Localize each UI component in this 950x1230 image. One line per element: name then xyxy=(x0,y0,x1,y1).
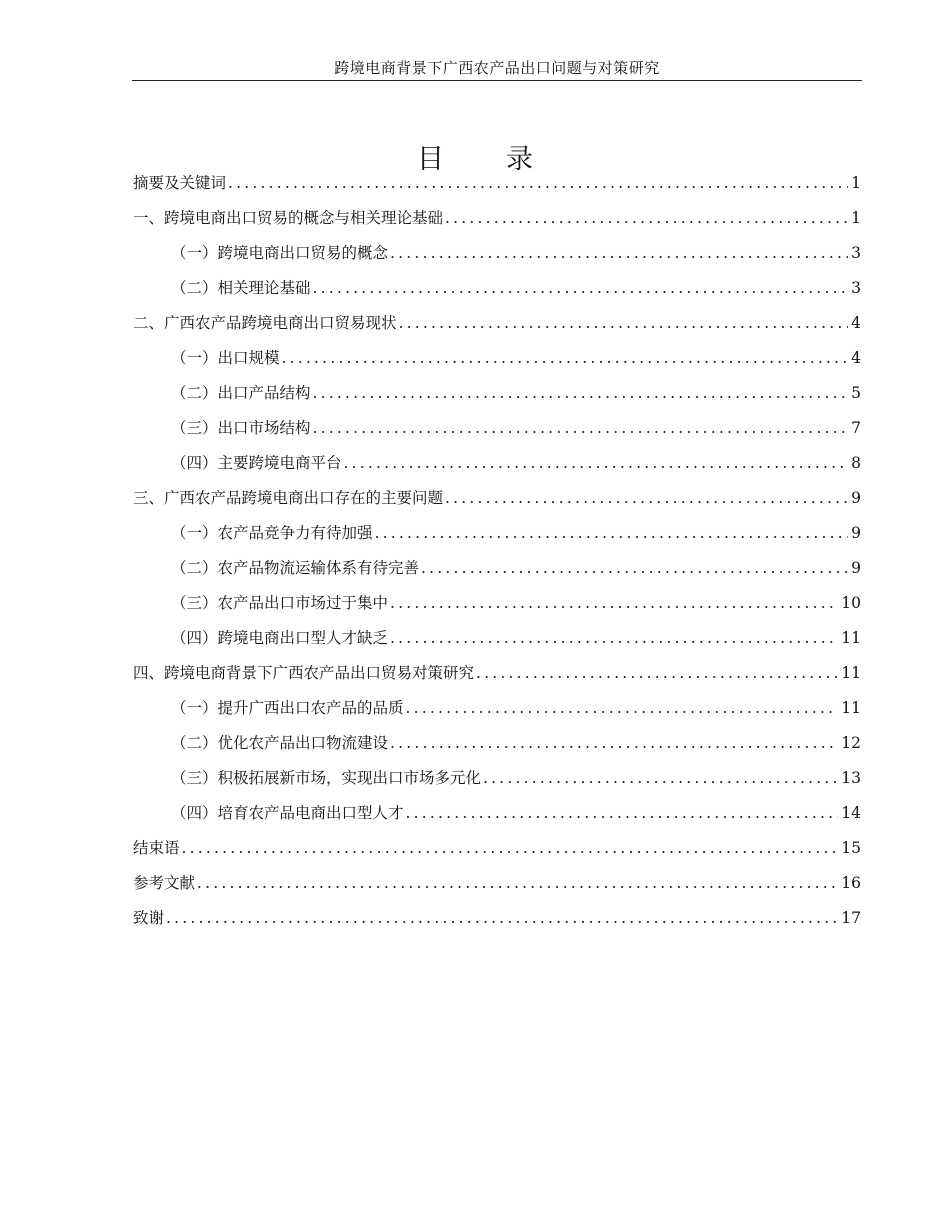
toc-entry-section-2-3[interactable] xyxy=(133,413,861,443)
toc-dot-leader xyxy=(476,658,838,688)
toc-page-number: 11 xyxy=(841,629,861,647)
toc-entry-chapter-4[interactable] xyxy=(133,658,861,688)
toc-page-number: 9 xyxy=(851,524,861,542)
toc-page-number: 8 xyxy=(851,454,861,472)
toc-dot-leader xyxy=(228,168,848,198)
toc-entry-label: （二）出口产品结构 xyxy=(171,384,311,402)
toc-entry-label: （三）出口市场结构 xyxy=(171,419,311,437)
toc-dot-leader xyxy=(445,483,848,513)
toc-page-number: 3 xyxy=(851,279,861,297)
toc-entry-section-3-1[interactable] xyxy=(133,518,861,548)
toc-dot-leader xyxy=(390,238,848,268)
toc-entry-section-2-1[interactable] xyxy=(133,343,861,373)
toc-entry-label: （一）农产品竞争力有待加强 xyxy=(171,524,373,542)
toc-page-number: 4 xyxy=(851,349,861,367)
toc-entry-label: 致谢 xyxy=(133,909,165,927)
toc-dot-leader xyxy=(197,868,838,898)
toc-page-number: 10 xyxy=(841,594,861,612)
toc-entry-section-2-4[interactable] xyxy=(133,448,861,478)
toc-entry-label: （一）跨境电商出口贸易的概念 xyxy=(171,244,389,262)
toc-entry-section-3-4[interactable] xyxy=(133,623,861,653)
toc-entry-conclusion[interactable] xyxy=(133,833,861,863)
toc-entry-chapter-1[interactable] xyxy=(133,203,861,233)
toc-page-number: 9 xyxy=(851,489,861,507)
toc-entry-label: （二）相关理论基础 xyxy=(171,279,311,297)
toc-dot-leader xyxy=(282,343,849,373)
toc-entry-label: （一）出口规模 xyxy=(171,349,280,367)
toc-page-number: 14 xyxy=(841,804,861,822)
toc-dot-leader xyxy=(375,518,849,548)
toc-entry-chapter-2[interactable] xyxy=(133,308,861,338)
toc-dot-leader xyxy=(390,588,838,618)
toc-dot-leader xyxy=(399,308,849,338)
running-header-title: 跨境电商背景下广西农产品出口问题与对策研究 xyxy=(334,59,660,77)
toc-entry-label: 摘要及关键词 xyxy=(133,174,227,192)
toc-page-number: 13 xyxy=(841,769,861,787)
toc-dot-leader xyxy=(390,623,838,653)
toc-dot-leader xyxy=(313,378,849,408)
toc-entry-label: （一）提升广西出口农产品的品质 xyxy=(171,699,404,717)
toc-dot-leader xyxy=(445,203,848,233)
toc-entry-label: （三）积极拓展新市场，实现出口市场多元化 xyxy=(171,769,482,787)
toc-page-number: 5 xyxy=(851,384,861,402)
toc-page-number: 1 xyxy=(851,209,861,227)
toc-entry-label: 参考文献 xyxy=(133,874,196,892)
toc-entry-label: 结束语 xyxy=(133,839,180,857)
toc-page-number: 17 xyxy=(841,909,861,927)
toc-entry-section-4-1[interactable] xyxy=(133,693,861,723)
toc-entry-label: 四、跨境电商背景下广西农产品出口贸易对策研究 xyxy=(133,664,475,682)
toc-entry-label: （三）农产品出口市场过于集中 xyxy=(171,594,389,612)
toc-entry-label: （四）主要跨境电商平台 xyxy=(171,454,342,472)
toc-entry-label: （四）培育农产品电商出口型人才 xyxy=(171,804,404,822)
toc-dot-leader xyxy=(483,763,838,793)
toc-entry-chapter-3[interactable] xyxy=(133,483,861,513)
toc-dot-leader xyxy=(182,833,839,863)
toc-entry-label: （四）跨境电商出口型人才缺乏 xyxy=(171,629,389,647)
toc-entry-section-3-3[interactable] xyxy=(133,588,861,618)
toc-dot-leader xyxy=(421,553,848,583)
toc-entry-section-4-2[interactable] xyxy=(133,728,861,758)
toc-page-number: 7 xyxy=(851,419,861,437)
toc-page-number: 16 xyxy=(841,874,861,892)
toc-entry-section-1-2[interactable] xyxy=(133,273,861,303)
toc-dot-leader xyxy=(406,693,839,723)
toc-dot-leader xyxy=(344,448,849,478)
toc-dot-leader xyxy=(313,273,849,303)
toc-title-left: 目 xyxy=(417,144,444,175)
toc-dot-leader xyxy=(313,413,849,443)
toc-entry-abstract[interactable] xyxy=(133,168,861,198)
running-header xyxy=(132,58,862,81)
toc-entry-acknowledgements[interactable] xyxy=(133,903,861,933)
toc-entry-section-4-3[interactable] xyxy=(133,763,861,793)
toc-entry-label: 二、广西农产品跨境电商出口贸易现状 xyxy=(133,314,397,332)
toc-page-number: 9 xyxy=(851,559,861,577)
toc-entry-section-1-1[interactable] xyxy=(133,238,861,268)
toc-entry-section-4-4[interactable] xyxy=(133,798,861,828)
toc-entry-label: 三、广西农产品跨境电商出口存在的主要问题 xyxy=(133,489,444,507)
toc-dot-leader xyxy=(166,903,838,933)
toc-title-right: 录 xyxy=(506,144,533,175)
toc-entry-section-3-2[interactable] xyxy=(133,553,861,583)
toc-page-number: 3 xyxy=(851,244,861,262)
toc-dot-leader xyxy=(390,728,838,758)
toc-page-number: 15 xyxy=(841,839,861,857)
toc-entry-references[interactable] xyxy=(133,868,861,898)
toc-page-number: 12 xyxy=(841,734,861,752)
toc-page-number: 11 xyxy=(841,664,861,682)
toc-dot-leader xyxy=(406,798,839,828)
toc-entry-section-2-2[interactable] xyxy=(133,378,861,408)
toc-page-number: 1 xyxy=(851,174,861,192)
toc-page-number: 4 xyxy=(851,314,861,332)
toc-entry-label: （二）优化农产品出口物流建设 xyxy=(171,734,389,752)
toc-entry-label: （二）农产品物流运输体系有待完善 xyxy=(171,559,420,577)
toc-page-number: 11 xyxy=(841,699,861,717)
toc-entry-label: 一、跨境电商出口贸易的概念与相关理论基础 xyxy=(133,209,444,227)
